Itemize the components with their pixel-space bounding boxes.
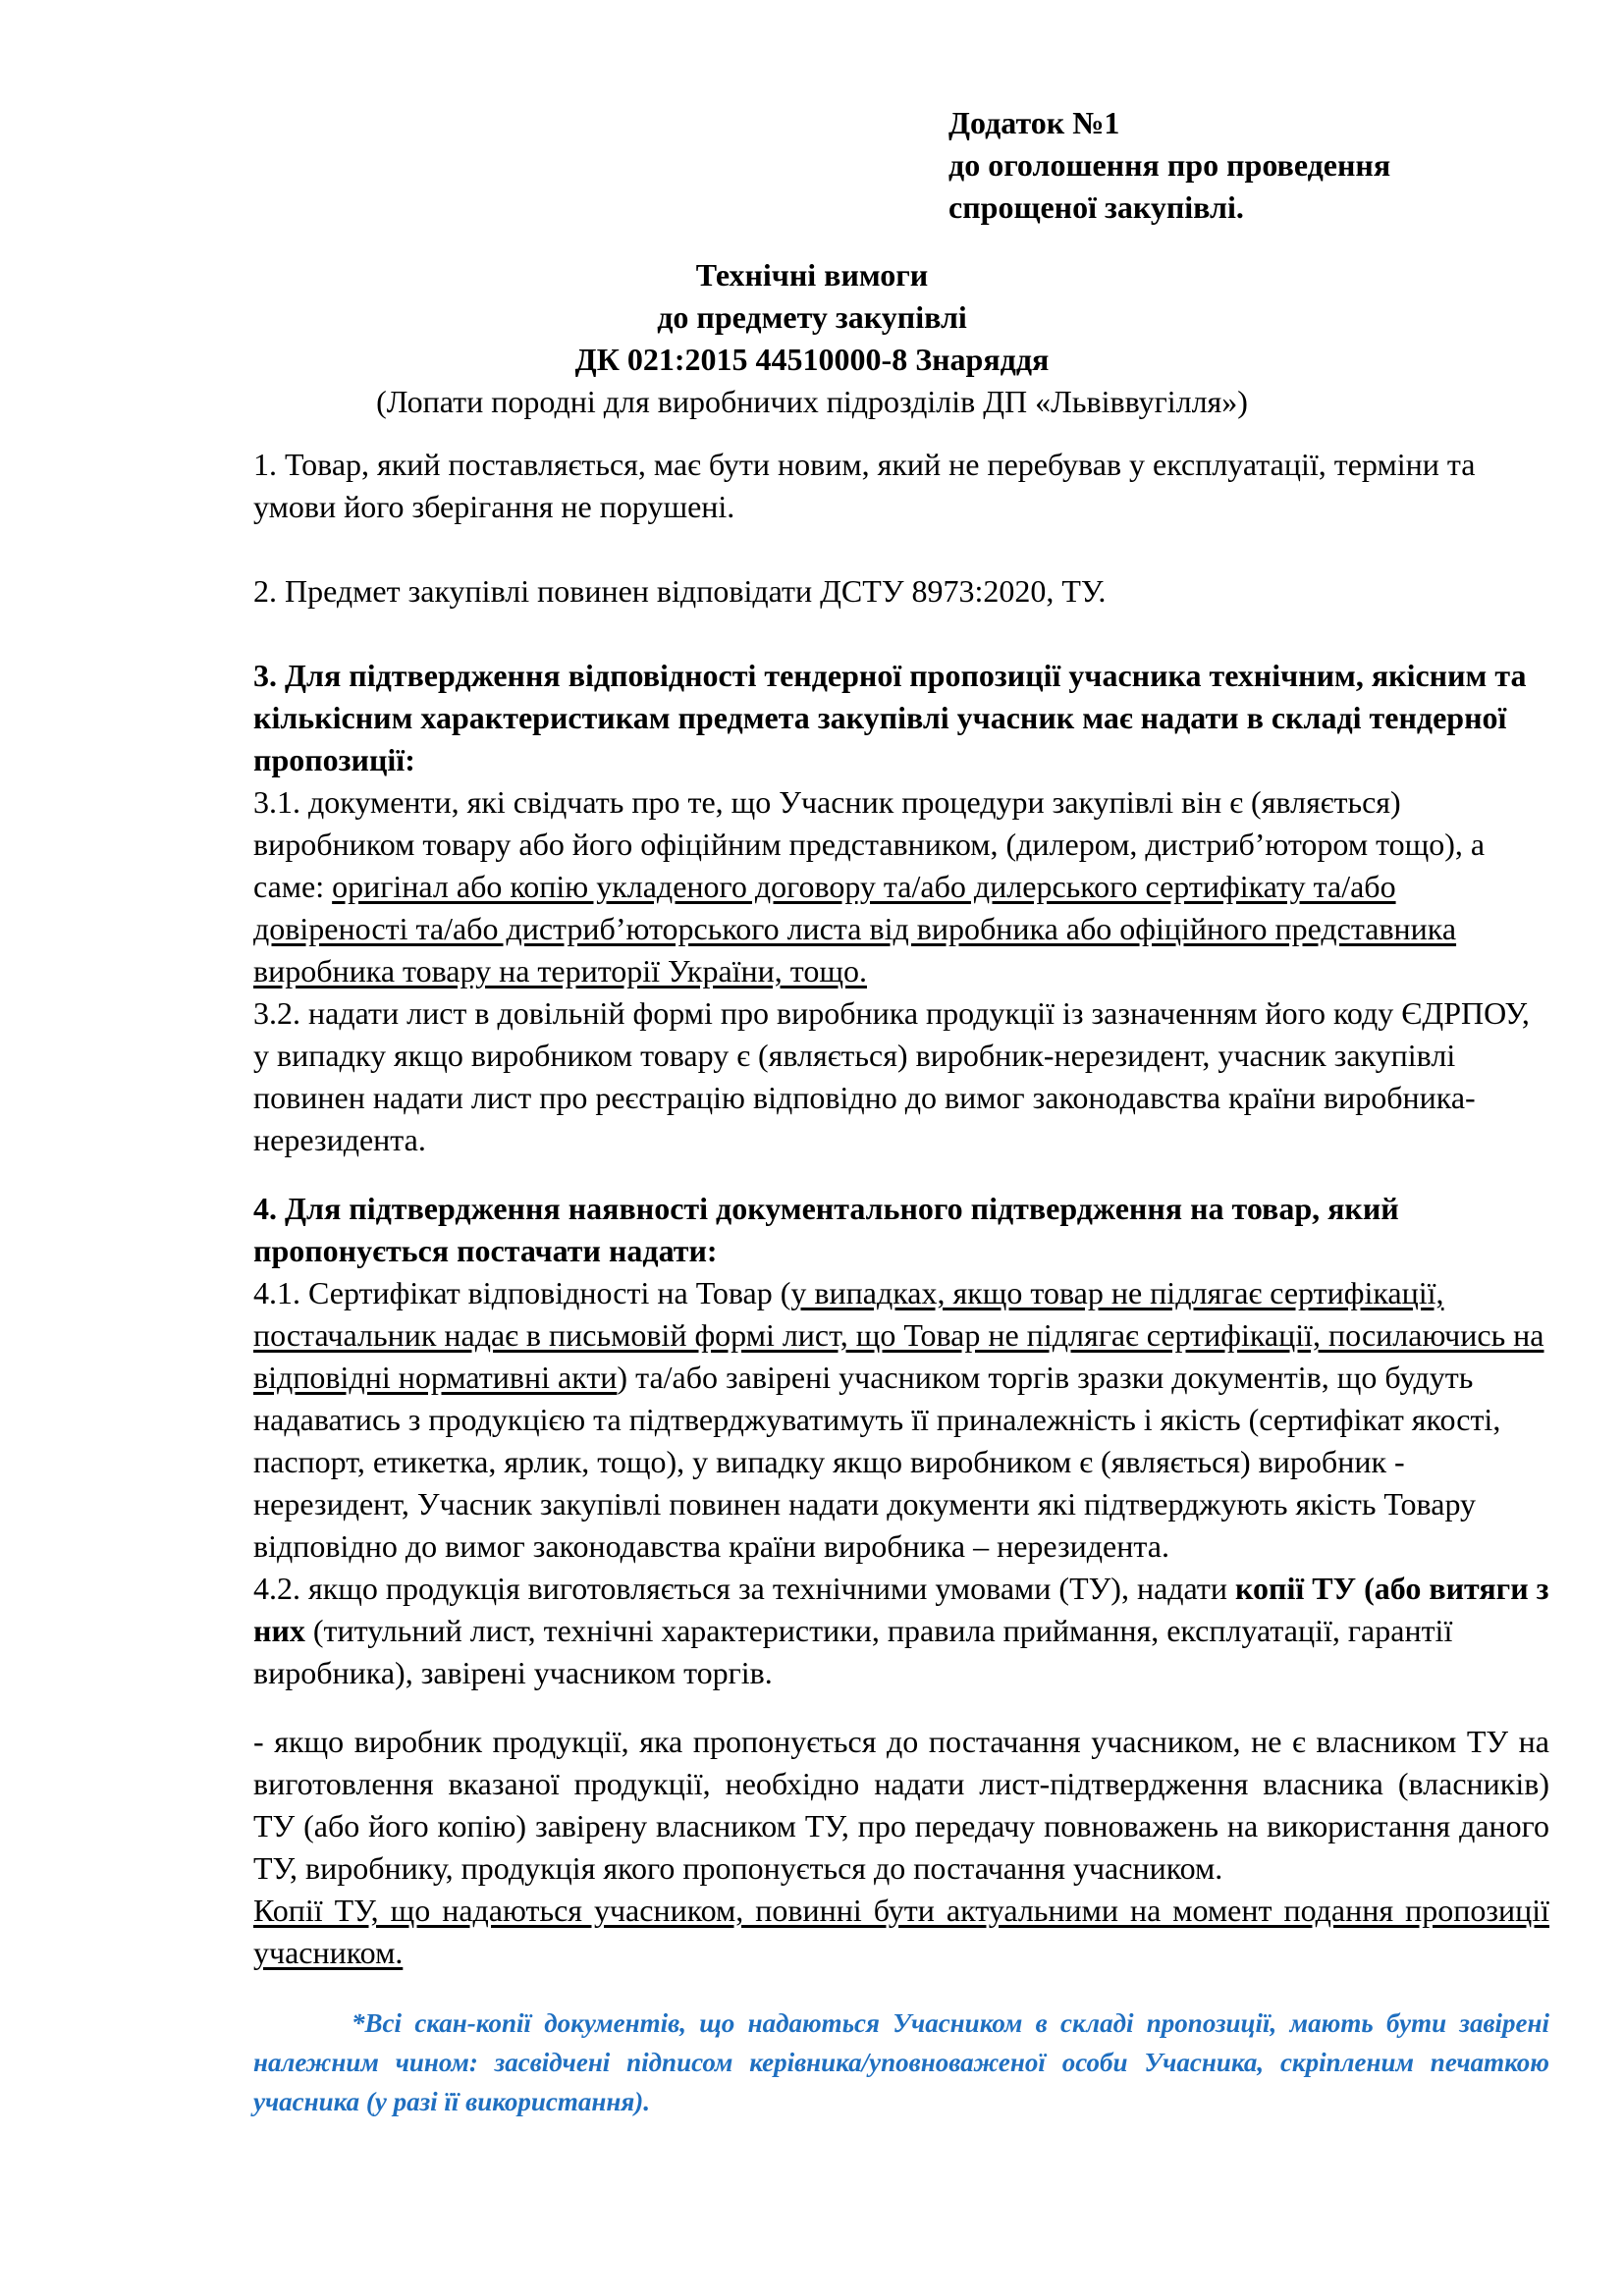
title-line-2: до предмету закупівлі: [657, 299, 967, 335]
section-4-2-bold: копії ТУ (або витяги з них: [253, 1571, 1549, 1648]
section-3-1-underlined: оригінал або копію укладеного договору та/або дилерського сертифікату та/або довіреності та/або дистриб’юторського листа від виробника або офіційного представника виробника товару на території України, тощо.: [253, 869, 1457, 988]
document-body: [253, 444, 1549, 2121]
title-line-3: ДК 021:2015 44510000-8 Знаряддя: [574, 342, 1050, 377]
title-subtitle: (Лопати породні для виробничих підрозділів ДП «Львіввугілля»): [376, 384, 1248, 419]
section-4-2-text-end: (титульний лист, технічні характеристики, правила приймання, експлуатації, гарантії виробника), завірені учасником торгів.: [253, 1613, 1453, 1690]
section-4-heading: 4. Для підтвердження наявності документального підтвердження на товар, який пропонується постачати надати:: [253, 1191, 1399, 1268]
section-3-1: [253, 781, 1549, 992]
footnote: *Всі скан-копії документів, що надаються Учасником в складі пропозиції, мають бути завірені належним чином: засвідчені підписом керівника/уповноваженої особи Учасника, скріпленим печаткою учасника (у разі її використання).: [253, 2008, 1549, 2116]
appendix-line-2: до оголошення про проведення: [948, 147, 1391, 183]
section-4-1: [253, 1272, 1549, 1568]
section-4-2-text-start: 4.2. якщо продукція виготовляється за технічними умовами (ТУ), надати: [253, 1571, 1236, 1606]
document-title: [0, 254, 1624, 423]
section-3-2: 3.2. надати лист в довільній формі про виробника продукції із зазначенням його коду ЄДРПОУ, у випадку якщо виробником товару є (являється) виробник-нерезидент, учасник закупівлі повинен надати лист про реєстрацію відповідно до вимог законодавства країни виробника-нерезидента.: [253, 995, 1530, 1157]
section-4-1-underlined: у випадках, якщо товар не підлягає сертифікації, постачальник надає в письмовій формі лист, що Товар не підлягає сертифікації, посилаючись на відповідні нормативні акти: [253, 1275, 1544, 1395]
requirement-2: 2. Предмет закупівлі повинен відповідати ДСТУ 8973:2020, ТУ.: [253, 573, 1107, 609]
section-4-copies-note: Копії ТУ, що надаються учасником, повинні бути актуальними на момент подання пропозиції учасником.: [253, 1893, 1549, 1970]
section-4-1-text-start: 4.1. Сертифікат відповідності на Товар (: [253, 1275, 791, 1310]
section-4-owner-note: - якщо виробник продукції, яка пропонується до постачання учасником, не є власником ТУ на виготовлення вказаної продукції, необхідно надати лист-підтвердження власника (власників) ТУ (або його копію) завірену власником ТУ, про передачу повноважень на використання даного ТУ, виробнику, продукція якого пропонується до постачання учасником.: [253, 1724, 1549, 1886]
title-line-1: Технічні вимоги: [695, 257, 929, 293]
appendix-number: Додаток №1: [948, 105, 1120, 140]
section-3-1-text: 3.1. документи, які свідчать про те, що Учасник процедури закупівлі він є (являється) виробником товару або його офіційним представником, (дилером, дистриб’ютором тощо), а саме:: [253, 784, 1486, 904]
appendix-line-3: спрощеної закупівлі.: [948, 189, 1244, 225]
appendix-header: [948, 102, 1390, 229]
section-4-1-text-end: ) та/або завірені учасником торгів зразки документів, що будуть надаватись з продукцією та підтверджуватимуть її приналежність і якість (сертифікат якості, паспорт, етикетка, ярлик, тощо), у випадку якщо виробником є (являється) виробник - нерезидент, Учасник закупівлі повинен надати документи які підтверджують якість Товару відповідно до вимог законодавства країни виробника – нерезидента.: [253, 1360, 1501, 1564]
section-4-2: [253, 1568, 1549, 1694]
section-3-heading: 3. Для підтвердження відповідності тендерної пропозиції учасника технічним, якісним та кількісним характеристикам предмета закупівлі учасник має надати в складі тендерної пропозиції:: [253, 658, 1527, 777]
requirement-1: 1. Товар, який поставляється, має бути новим, який не перебував у експлуатації, терміни та умови його зберігання не порушені.: [253, 447, 1476, 524]
